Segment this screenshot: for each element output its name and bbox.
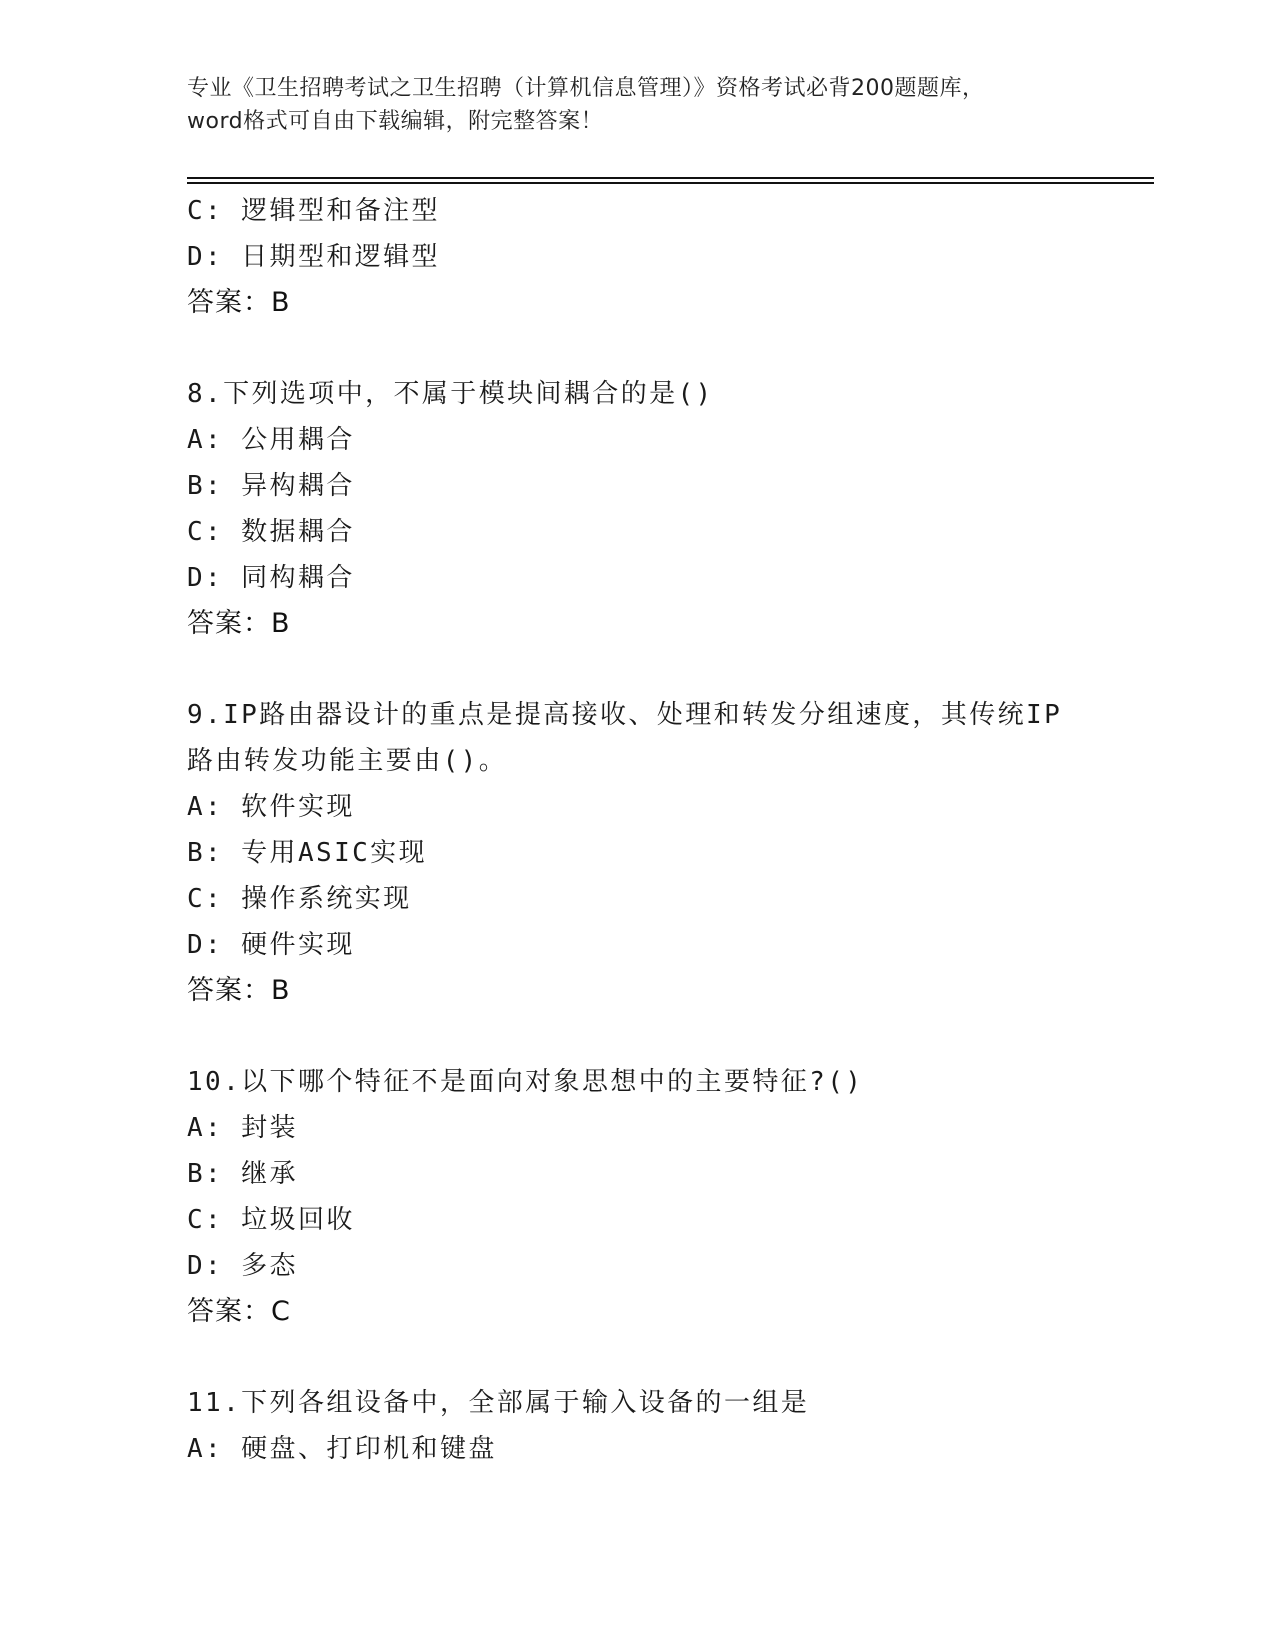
option-c: C: 数据耦合 <box>187 517 355 547</box>
question-10 <box>187 1059 1147 1335</box>
question-9 <box>187 692 1147 1014</box>
option-b: B: 专用ASIC实现 <box>187 838 427 868</box>
question-8 <box>187 371 1147 647</box>
spacer <box>187 647 1147 692</box>
question-stem-line-2: 路由转发功能主要由()。 <box>187 746 508 776</box>
header-title-line-2: word格式可自由下载编辑，附完整答案！ <box>187 109 604 134</box>
option-b: B: 异构耦合 <box>187 471 355 501</box>
header-divider-top <box>187 177 1154 179</box>
option-a: A: 封装 <box>187 1113 298 1143</box>
question-content <box>187 188 1147 1472</box>
answer-line: 答案：B <box>187 287 291 318</box>
answer-line: 答案：B <box>187 975 291 1006</box>
spacer <box>187 1014 1147 1059</box>
option-a: A: 软件实现 <box>187 792 355 822</box>
header-title-line-1: 专业《卫生招聘考试之卫生招聘（计算机信息管理）》资格考试必背200题题库， <box>187 76 985 101</box>
option-d: D: 多态 <box>187 1251 298 1281</box>
option-b: B: 继承 <box>187 1159 298 1189</box>
question-11 <box>187 1380 1147 1472</box>
answer-line: 答案：B <box>187 608 291 639</box>
option-d: D: 同构耦合 <box>187 563 355 593</box>
option-d: D: 硬件实现 <box>187 930 355 960</box>
option-c: C: 操作系统实现 <box>187 884 412 914</box>
question-stem: 8.下列选项中，不属于模块间耦合的是() <box>187 379 714 409</box>
document-header <box>187 72 1087 138</box>
spacer <box>187 1335 1147 1380</box>
answer-line: 答案：C <box>187 1296 291 1327</box>
question-stem-line-1: 9.IP路由器设计的重点是提高接收、处理和转发分组速度，其传统IP <box>187 700 1063 730</box>
option-c: C: 逻辑型和备注型 <box>187 196 440 226</box>
option-a: A: 硬盘、打印机和键盘 <box>187 1434 497 1464</box>
option-c: C: 垃圾回收 <box>187 1205 355 1235</box>
question-stem: 10.以下哪个特征不是面向对象思想中的主要特征?() <box>187 1067 864 1097</box>
option-d: D: 日期型和逻辑型 <box>187 242 440 272</box>
option-a: A: 公用耦合 <box>187 425 355 455</box>
question-7-tail <box>187 188 1147 326</box>
header-divider-bottom <box>187 182 1154 184</box>
spacer <box>187 326 1147 371</box>
question-stem: 11.下列各组设备中，全部属于输入设备的一组是 <box>187 1388 810 1418</box>
